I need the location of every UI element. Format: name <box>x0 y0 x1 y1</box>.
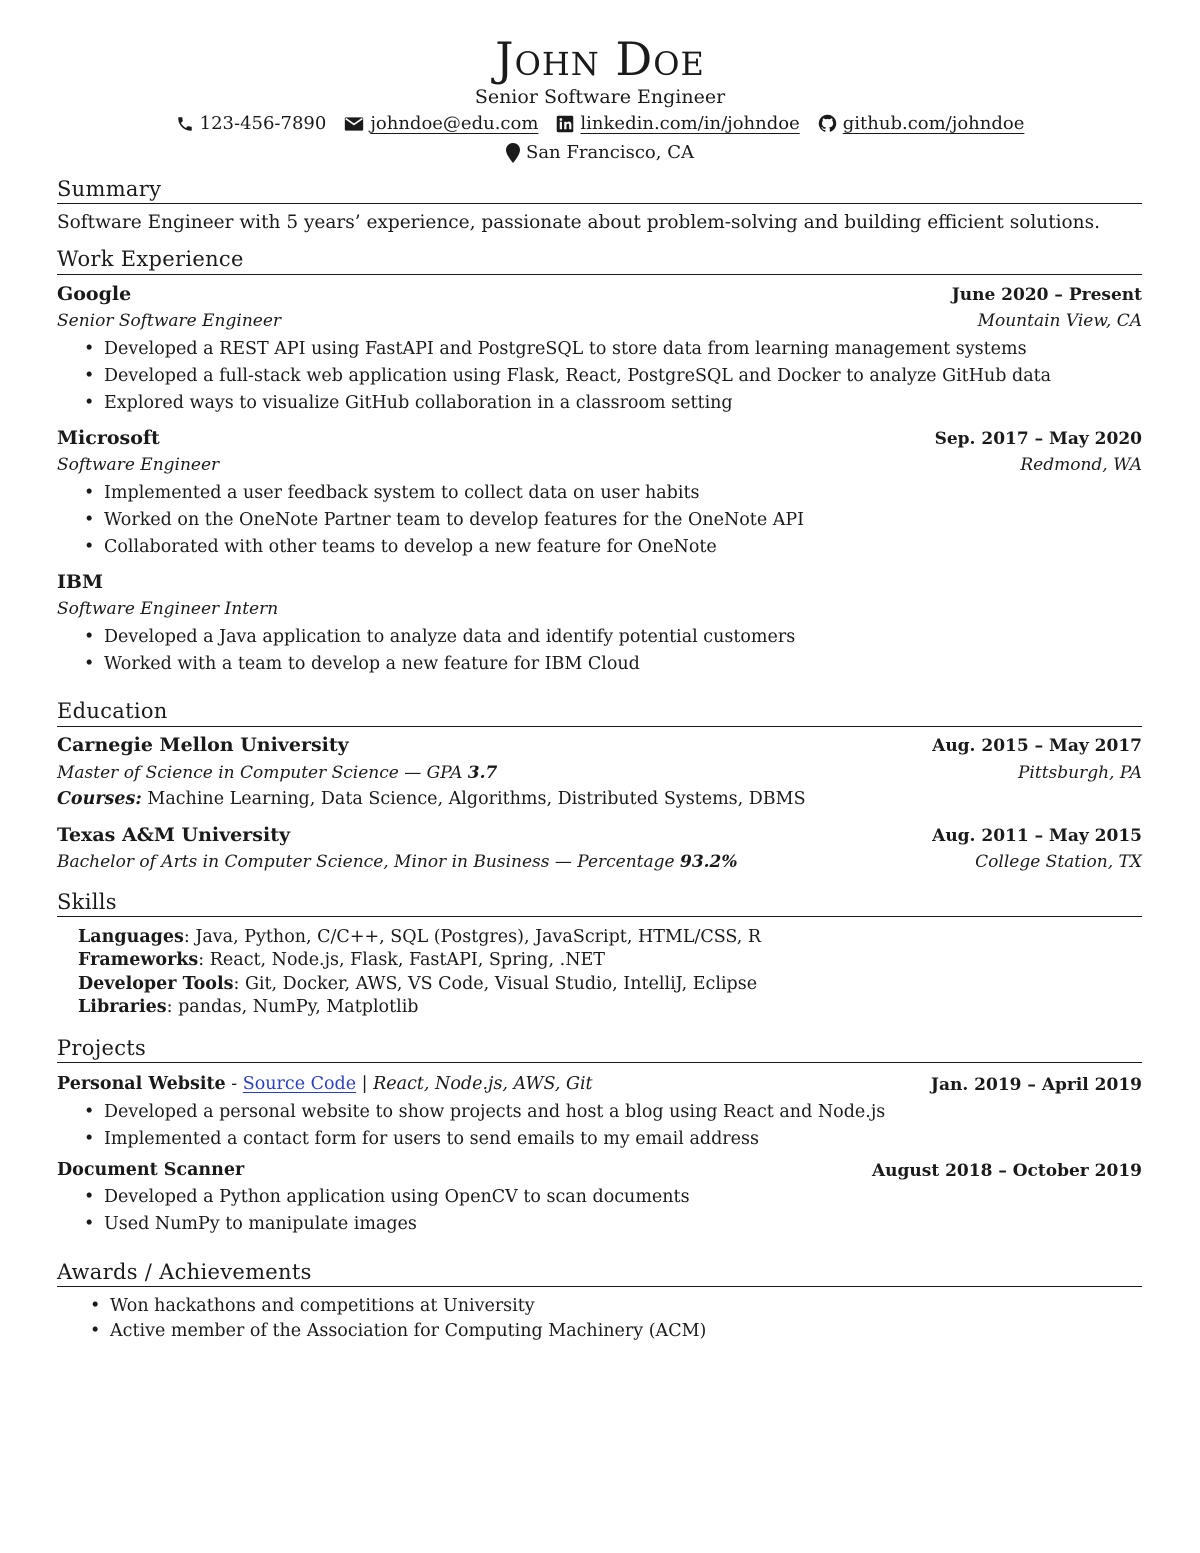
percentage-value: 93.2% <box>679 852 738 872</box>
list-item: • Worked on the OneNote Partner team to develop features for the OneNote API <box>84 510 805 530</box>
phone-icon <box>176 115 194 133</box>
source-code-link[interactable]: Source Code <box>242 1074 357 1094</box>
list-item: • Developed a personal website to show projects and host a blog using React and Node.js <box>84 1102 886 1122</box>
job-role: Software Engineer Intern <box>57 599 279 619</box>
school-location: Pittsburgh, PA <box>1017 763 1142 783</box>
project-heading: Personal Website - Source Code | React, Node.js, AWS, Git <box>57 1074 593 1094</box>
list-item: • Developed a full-stack web application using Flask, React, PostgreSQL and Docker to analyze GitHub data <box>84 366 1052 386</box>
contact-linkedin[interactable] <box>556 112 800 134</box>
applicant-name: John Doe <box>495 32 705 86</box>
list-item: • Developed a Python application using OpenCV to scan documents <box>84 1187 690 1207</box>
skill-line: Frameworks: React, Node.js, Flask, FastAPI, Spring, .NET <box>78 950 605 970</box>
summary-text: Software Engineer with 5 years’ experience, passionate about problem-solving and building efficient solutions. <box>57 212 1100 233</box>
skill-line: Libraries: pandas, NumPy, Matplotlib <box>78 997 419 1017</box>
project-name: Personal Website <box>57 1074 226 1094</box>
linkedin-icon <box>556 115 574 133</box>
school-name: Texas A&M University <box>57 824 291 846</box>
section-divider <box>57 1286 1142 1287</box>
section-title-awards: Awards / Achievements <box>57 1260 312 1284</box>
email-link[interactable]: johndoe@edu.com <box>370 112 539 134</box>
school-location: College Station, TX <box>975 852 1142 872</box>
section-title-work: Work Experience <box>57 247 244 271</box>
courses-label: Courses: <box>57 789 142 809</box>
company-name: IBM <box>57 571 103 593</box>
section-title-summary: Summary <box>57 177 162 201</box>
location-row <box>0 143 1200 163</box>
list-item: • Explored ways to visualize GitHub collaboration in a classroom setting <box>84 393 733 413</box>
job-location: Redmond, WA <box>1020 455 1142 475</box>
gpa-value: 3.7 <box>467 763 498 783</box>
skill-line: Languages: Java, Python, C/C++, SQL (Postgres), JavaScript, HTML/CSS, R <box>78 927 762 947</box>
github-link[interactable]: github.com/johndoe <box>842 112 1025 134</box>
linkedin-link[interactable]: linkedin.com/in/johndoe <box>580 112 800 134</box>
section-title-projects: Projects <box>57 1036 147 1060</box>
list-item: • Implemented a user feedback system to collect data on user habits <box>84 483 700 503</box>
section-title-skills: Skills <box>57 890 117 914</box>
section-divider <box>57 726 1142 727</box>
job-role: Software Engineer <box>57 455 220 475</box>
list-item: • Developed a Java application to analyze data and identify potential customers <box>84 627 796 647</box>
list-item: • Implemented a contact form for users to send emails to my email address <box>84 1129 759 1149</box>
phone-number: 123-456-7890 <box>199 112 327 134</box>
company-name: Google <box>57 283 132 305</box>
location-text: San Francisco, CA <box>525 142 694 163</box>
school-dates: Aug. 2015 – May 2017 <box>932 736 1142 756</box>
skill-line: Developer Tools: Git, Docker, AWS, VS Code, Visual Studio, IntelliJ, Eclipse <box>78 974 758 994</box>
project-dates: August 2018 – October 2019 <box>871 1161 1142 1181</box>
degree-text: Bachelor of Arts in Computer Science, Minor in Business — Percentage 93.2% <box>57 852 738 872</box>
school-dates: Aug. 2011 – May 2015 <box>932 826 1142 846</box>
job-dates: Sep. 2017 – May 2020 <box>934 429 1142 449</box>
section-divider <box>57 916 1142 917</box>
list-item: • Used NumPy to manipulate images <box>84 1214 417 1234</box>
project-dates: Jan. 2019 – April 2019 <box>930 1075 1142 1095</box>
list-item: • Worked with a team to develop a new feature for IBM Cloud <box>84 654 640 674</box>
list-item: • Collaborated with other teams to develop a new feature for OneNote <box>84 537 717 557</box>
job-dates: June 2020 – Present <box>951 285 1142 305</box>
list-item: • Developed a REST API using FastAPI and PostgreSQL to store data from learning management systems <box>84 339 1027 359</box>
project-name: Document Scanner <box>57 1160 245 1180</box>
contact-row <box>0 114 1200 133</box>
job-title: Senior Software Engineer <box>474 86 726 108</box>
list-item: • Active member of the Association for Computing Machinery (ACM) <box>90 1321 707 1341</box>
school-name: Carnegie Mellon University <box>57 734 349 756</box>
job-role: Senior Software Engineer <box>57 311 282 331</box>
section-title-education: Education <box>57 699 168 723</box>
contact-phone <box>176 112 327 134</box>
section-divider <box>57 203 1142 204</box>
section-divider <box>57 1062 1142 1063</box>
courses-line: Courses: Machine Learning, Data Science, Algorithms, Distributed Systems, DBMS <box>57 789 806 809</box>
envelope-icon <box>344 116 364 132</box>
github-icon <box>818 114 837 133</box>
section-divider <box>57 274 1142 275</box>
list-item: • Won hackathons and competitions at University <box>90 1296 535 1316</box>
map-marker-icon <box>506 143 520 163</box>
contact-github[interactable] <box>818 114 1025 133</box>
project-heading <box>57 1162 244 1180</box>
degree-text: Master of Science in Computer Science — GPA 3.7 <box>57 763 498 783</box>
job-location: Mountain View, CA <box>977 311 1142 331</box>
company-name: Microsoft <box>57 427 160 449</box>
project-stack: | React, Node.js, AWS, Git <box>356 1074 593 1094</box>
contact-email[interactable] <box>344 112 539 134</box>
